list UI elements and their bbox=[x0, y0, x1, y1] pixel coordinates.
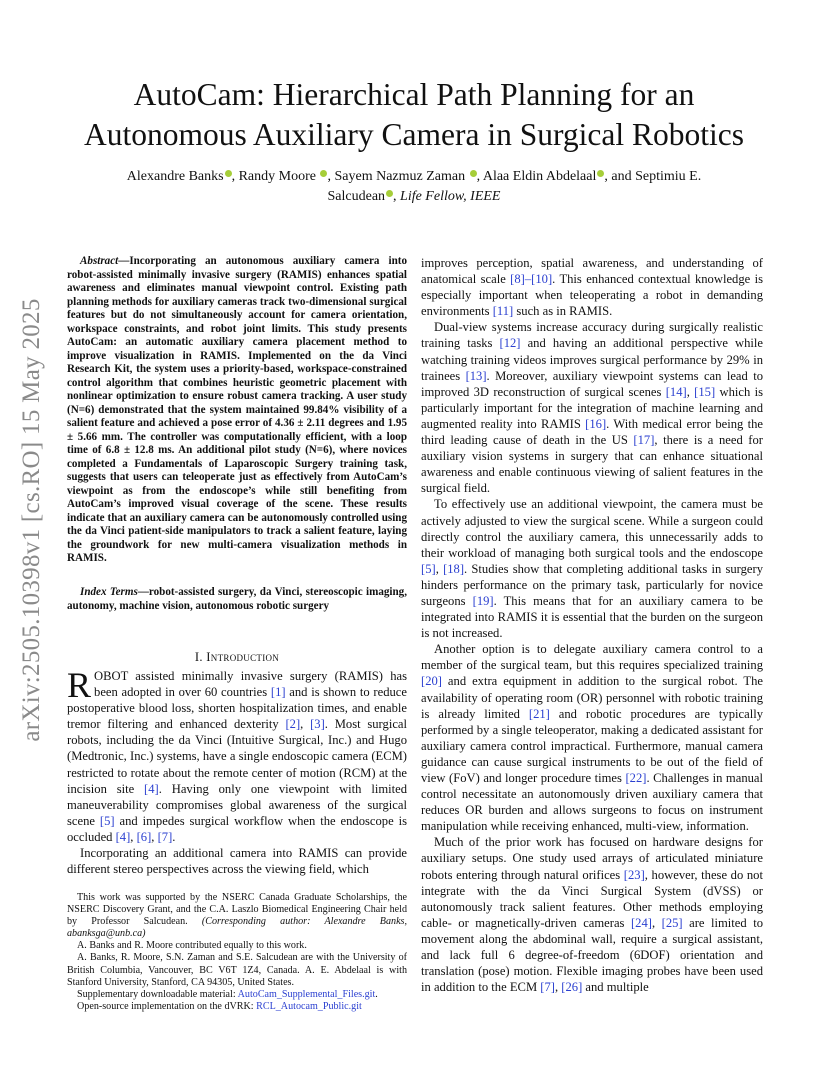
citation-link[interactable]: [16] bbox=[585, 416, 607, 431]
citation-link[interactable]: [24] bbox=[630, 915, 652, 930]
abstract-text: —Incorporating an autonomous auxiliary camera into robot-assisted minimally invasive surgery (RAMIS) enhances spatial awareness and eliminates manual viewpoint control. Existing path planning methods for auxiliary cameras track two-dimensional surgical features but do not simultaneously account for camera orientation, workspace constraints, and robot joint limits. This study presents AutoCam: an automatic auxiliary camera placement method to improve visualization in RAMIS. Implemented on the da Vinci Research Kit, the system uses a priority-based, workspace-constrained control algorithm that combines heuristic geometric placement with nonlinear optimization to ensure robust camera tracking. A user study (N=6) demonstrated that the system maintained 99.84% visibility of a salient feature and achieved a pose error of 4.36 ± 2.11 degrees and 1.95 ± 5.66 mm. The controller was computationally efficient, with a loop time of 6.8 ± 12.8 ms. An additional pilot study (N=6), where novices completed a Fundamentals of Laparoscopic Surgery training task, suggests that users can teleoperate just as effectively from AutoCam’s viewpoint as from the endoscope’s while still benefiting from AutoCam’s improved visual coverage of the scene. These results indicate that an auxiliary camera can be autonomously controlled using the da Vinci patient-side manipulators to track a salient feature, laying the groundwork for new multi-camera visualization methods in RAMIS. bbox=[67, 255, 407, 564]
citation-link[interactable]: [25] bbox=[661, 915, 683, 930]
citation-link[interactable]: [7] bbox=[540, 980, 555, 995]
citation-link[interactable]: [4] bbox=[144, 781, 159, 796]
abstract bbox=[67, 255, 407, 566]
citation-link[interactable]: [21] bbox=[528, 706, 550, 721]
arxiv-sidebar bbox=[12, 270, 52, 770]
orcid-icon[interactable] bbox=[225, 170, 232, 177]
index-terms-text: —robot-assisted surgery, da Vinci, stereoscopic imaging, autonomy, machine vision, autonomous robotic surgery bbox=[67, 586, 407, 612]
citation-link[interactable]: [7] bbox=[157, 829, 173, 844]
title-line-1: AutoCam: Hierarchical Path Planning for an bbox=[133, 77, 695, 112]
author-list: Alexandre Banks , Randy Moore , Sayem Nazmuz Zaman , Alaa Eldin Abdelaal , and Septimiu E. Salcudean , Life Fellow, IEEE bbox=[126, 169, 702, 204]
citation-link[interactable]: [3] bbox=[310, 717, 325, 732]
section-heading: I. Introduction bbox=[194, 650, 280, 664]
citation-link[interactable]: [18] bbox=[443, 561, 465, 576]
citation-link[interactable]: [8]–[10] bbox=[510, 272, 553, 287]
citation-link[interactable]: [11] bbox=[492, 304, 514, 319]
citation-link[interactable]: [14] bbox=[665, 384, 687, 399]
paper-title bbox=[40, 75, 788, 155]
index-terms bbox=[67, 586, 407, 613]
author-3: Sayem Nazmuz Zaman bbox=[334, 169, 466, 184]
citation-link[interactable]: [13] bbox=[465, 368, 487, 383]
title-line-2: Autonomous Auxiliary Camera in Surgical Robotics bbox=[84, 117, 744, 152]
author-5-last: Salcudean bbox=[327, 189, 386, 204]
author-2: Randy Moore bbox=[238, 169, 316, 184]
fellow-designation: Life Fellow, IEEE bbox=[400, 189, 501, 204]
supplemental-link[interactable]: AutoCam_Supplemental_Files.git bbox=[237, 988, 376, 1000]
citation-link[interactable]: [26] bbox=[561, 980, 583, 995]
arxiv-identifier: arXiv:2505.10398v1 [cs.RO] 15 May 2025 bbox=[18, 298, 45, 742]
citation-link[interactable]: [6] bbox=[136, 829, 152, 844]
intro-paragraph-2: Incorporating an additional camera into RAMIS can provide different stereo perspectives across the viewing field, which bbox=[67, 846, 407, 877]
orcid-icon[interactable] bbox=[386, 190, 393, 197]
repository-link[interactable]: RCL_Autocam_Public.git bbox=[256, 1000, 362, 1012]
footnotes: This work was supported by the NSERC Canada Graduate Scholarships, the NSERC Discovery Grant, and the C.A. Laszlo Biomedical Engineering Chair held by Professor Salcudean. (Corresponding author: Alexandre Banks, abanksga@unb.ca) A. Banks and R. Moore contributed equally to this work. A. Banks, R. Moore, S.N. Zaman and S.E. Salcudean are with the University of British Columbia, Vancouver, BC V6T 1Z4, Canada. A. E. Abdelaal is with Stanford University, Stanford, CA 94305, United States. Supplementary downloadable material: AutoCam_Supplemental_Files.git. Open-source implementation on the dVRK: RCL_Autocam_Public.git bbox=[67, 892, 407, 1012]
citation-link[interactable]: [15] bbox=[694, 384, 716, 399]
citation-link[interactable]: [5] bbox=[99, 813, 115, 828]
citation-link[interactable]: [2] bbox=[285, 717, 301, 732]
citation-link[interactable]: [4] bbox=[115, 829, 131, 844]
citation-link[interactable]: [5] bbox=[421, 561, 436, 576]
citation-link[interactable]: [22] bbox=[625, 771, 647, 785]
index-terms-label: Index Terms bbox=[80, 586, 138, 598]
author-4: Alaa Eldin Abdelaal bbox=[482, 169, 597, 184]
abstract-label: Abstract bbox=[80, 255, 119, 267]
citation-link[interactable]: [23] bbox=[623, 867, 645, 882]
citation-link[interactable]: [12] bbox=[499, 336, 521, 351]
citation-link[interactable]: [19] bbox=[472, 593, 494, 608]
citation-link[interactable]: [20] bbox=[421, 674, 442, 689]
citation-link[interactable]: [1] bbox=[270, 685, 286, 700]
author-5-first: and Septimiu E. bbox=[611, 169, 702, 184]
right-column: improves perception, spatial awareness, and understanding of anatomical scale [8]–[10]. This enhanced contextual knowledge is especially important when teleoperating a robot in demanding environments [11] such as in RAMIS. Dual-view systems increase accuracy during surgically realistic training tasks [12] and having an additional perspective while watching training videos improves surgical performance by 29% in trainees [13]. Moreover, auxiliary viewpoint systems can lead to improved 3D reconstruction of surgical scenes [14], [15] which is particularly important for the integration of machine learning and augmented reality into RAMIS [16]. With medical error being the third leading cause of death in the US [17], there is a need for auxiliary vision systems in surgery that can enhance situational awareness and enable continuous viewing of salient features in the surgical field. To effectively use an additional viewpoint, the camera must be actively adjusted to view the surgical scene. While a surgeon could directly control the auxiliary camera, this unnecessarily adds to their workload of managing both surgical tools and the endoscope [5], [18]. Studies show that completing additional tasks in surgery hinders performance on the primary task, particularly for novice surgeons [19]. This means that for an auxiliary camera to be integrated into RAMIS it is essential that the burden on the surgeon is not increased. Another option is to delegate auxiliary camera control to a member of the surgical team, but this requires specialized training [20] and extra equipment in addition to the surgical robot. The availability of operating room (OR) personnel with robotic training is already limited [21] and robotic procedures are typically performed by a single teleoperator, making a dedicated assistant for auxiliary camera control impractical. Furthermore, manual camera guidance can cause surgical instruments to be out of the field of view (FoV) and longer procedure times [22]. Challenges in manual control necessitate an autonomously driven auxiliary camera that reduces OR burden and allows surgeons to focus on instrument manipulation while receiving enhanced, multi-view, information. Much of the prior work has focused on hardware designs for auxiliary setups. One study used arrays of articulated miniature robots entering through natural orifices [23], however, these do not integrate with the da Vinci Surgical System (dVSS) or autonomously track salient features. Other methods employing cable- or magnetically-driven cameras [24], [25] are limited to movement along the abdominal wall, require a surgical assistant, and lack full 6 degree-of-freedom (6DOF) orientation and translation (pose) motion. Flexible imaging probes have been used in addition to the ECM [7], [26] and multiple bbox=[421, 256, 764, 995]
citation-link[interactable]: [17] bbox=[633, 433, 655, 448]
orcid-icon[interactable] bbox=[470, 170, 477, 177]
introduction-left: ROBOT assisted minimally invasive surgery (RAMIS) has been adopted in over 60 countries [1] and is shown to reduce postoperative blood loss, shorten hospitalization times, and enable tremor filtering and enhanced dexterity [2], [3]. Most surgical robots, including the da Vinci (Intuitive Surgical, Inc.) and Hugo (Medtronic, Inc.) systems, have a single endoscopic camera (ECM) restricted to rotate about the remote center of motion (RCM) at the incision site [4]. Having only one viewpoint with limited maneuverability compromises global awareness of the surgical scene [5] and impedes surgical workflow when the endoscope is occluded [4], [6], [7]. Incorporating an additional camera into RAMIS can provide different stereo perspectives across the viewing field, which bbox=[67, 665, 408, 877]
author-1: Alexandre Banks bbox=[126, 169, 224, 184]
drop-cap: R bbox=[67, 665, 92, 705]
